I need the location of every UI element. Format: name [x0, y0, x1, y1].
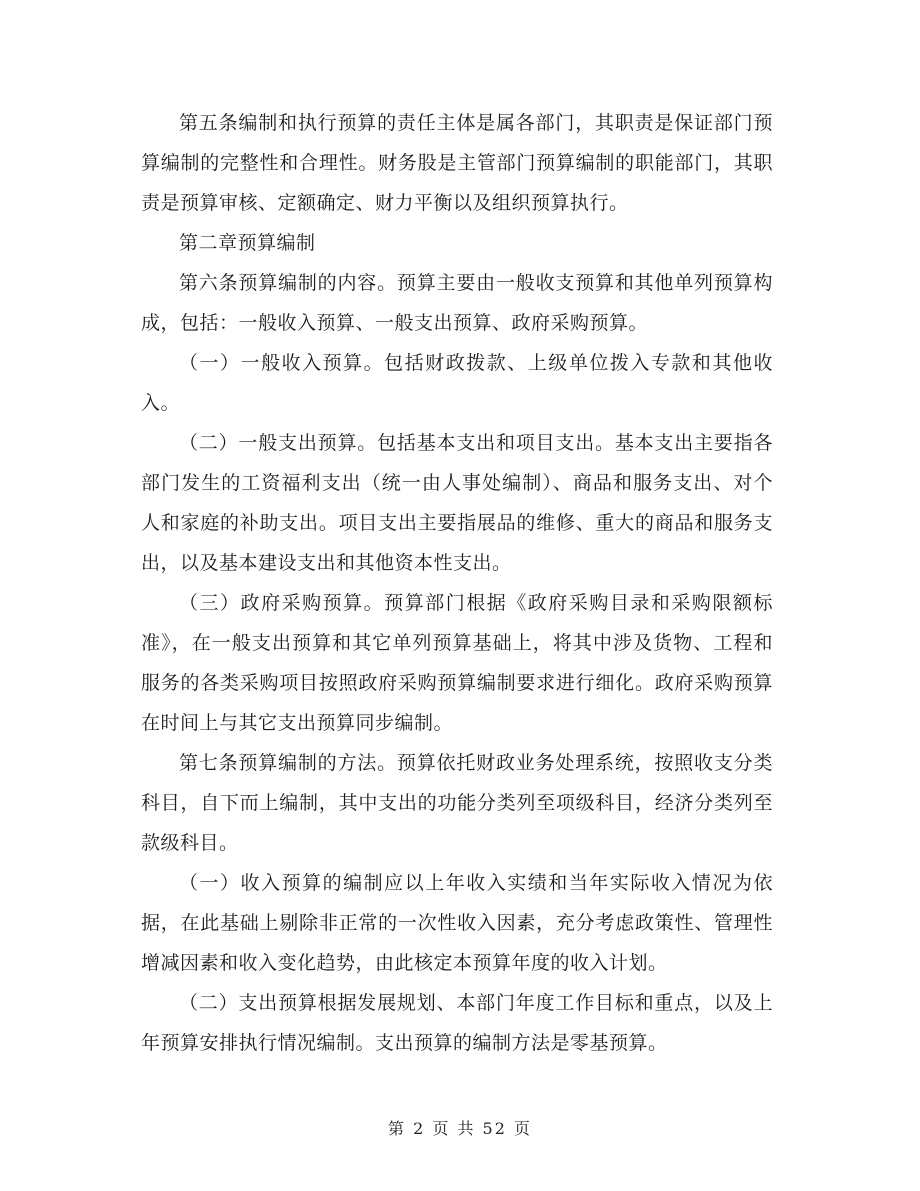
page-footer: 第 2 页 共 52 页 — [388, 1119, 532, 1138]
paragraph-item-1: （一）一般收入预算。包括财政拨款、上级单位拨入专款和其他收入。 — [141, 352, 773, 414]
paragraph-article-6: 第六条预算编制的内容。预算主要由一般收支预算和其他单列预算构成，包括：一般收入预算、一般支出预算、政府采购预算。 — [141, 272, 773, 334]
paragraph-article-7: 第七条预算编制的方法。预算依托财政业务处理系统，按照收支分类科目，自下而上编制，其中支出的功能分类列至项级科目，经济分类列至款级科目。 — [141, 752, 773, 854]
paragraph-method-1: （一）收入预算的编制应以上年收入实绩和当年实际收入情况为依据，在此基础上剔除非正常的一次性收入因素，充分考虑政策性、管理性增减因素和收入变化趋势，由此核定本预算年度的收入计划。 — [141, 872, 773, 974]
paragraph-method-2: （二）支出预算根据发展规划、本部门年度工作目标和重点，以及上年预算安排执行情况编制。支出预算的编制方法是零基预算。 — [141, 992, 773, 1054]
paragraph-item-2: （二）一般支出预算。包括基本支出和项目支出。基本支出主要指各部门发生的工资福利支出（统一由人事处编制）、商品和服务支出、对个人和家庭的补助支出。项目支出主要指展品的维修、重大的商品和服务支出，以及基本建设支出和其他资本性支出。 — [141, 432, 773, 574]
document-body — [141, 103, 773, 1063]
paragraph-item-3: （三）政府采购预算。预算部门根据《政府采购目录和采购限额标准》，在一般支出预算和其它单列预算基础上，将其中涉及货物、工程和服务的各类采购项目按照政府采购预算编制要求进行细化。政府采购预算在时间上与其它支出预算同步编制。 — [141, 592, 773, 734]
paragraph-article-5: 第五条编制和执行预算的责任主体是属各部门，其职责是保证部门预算编制的完整性和合理性。财务股是主管部门预算编制的职能部门，其职责是预算审核、定额确定、财力平衡以及组织预算执行。 — [141, 112, 773, 214]
chapter-heading: 第二章预算编制 — [179, 232, 316, 254]
